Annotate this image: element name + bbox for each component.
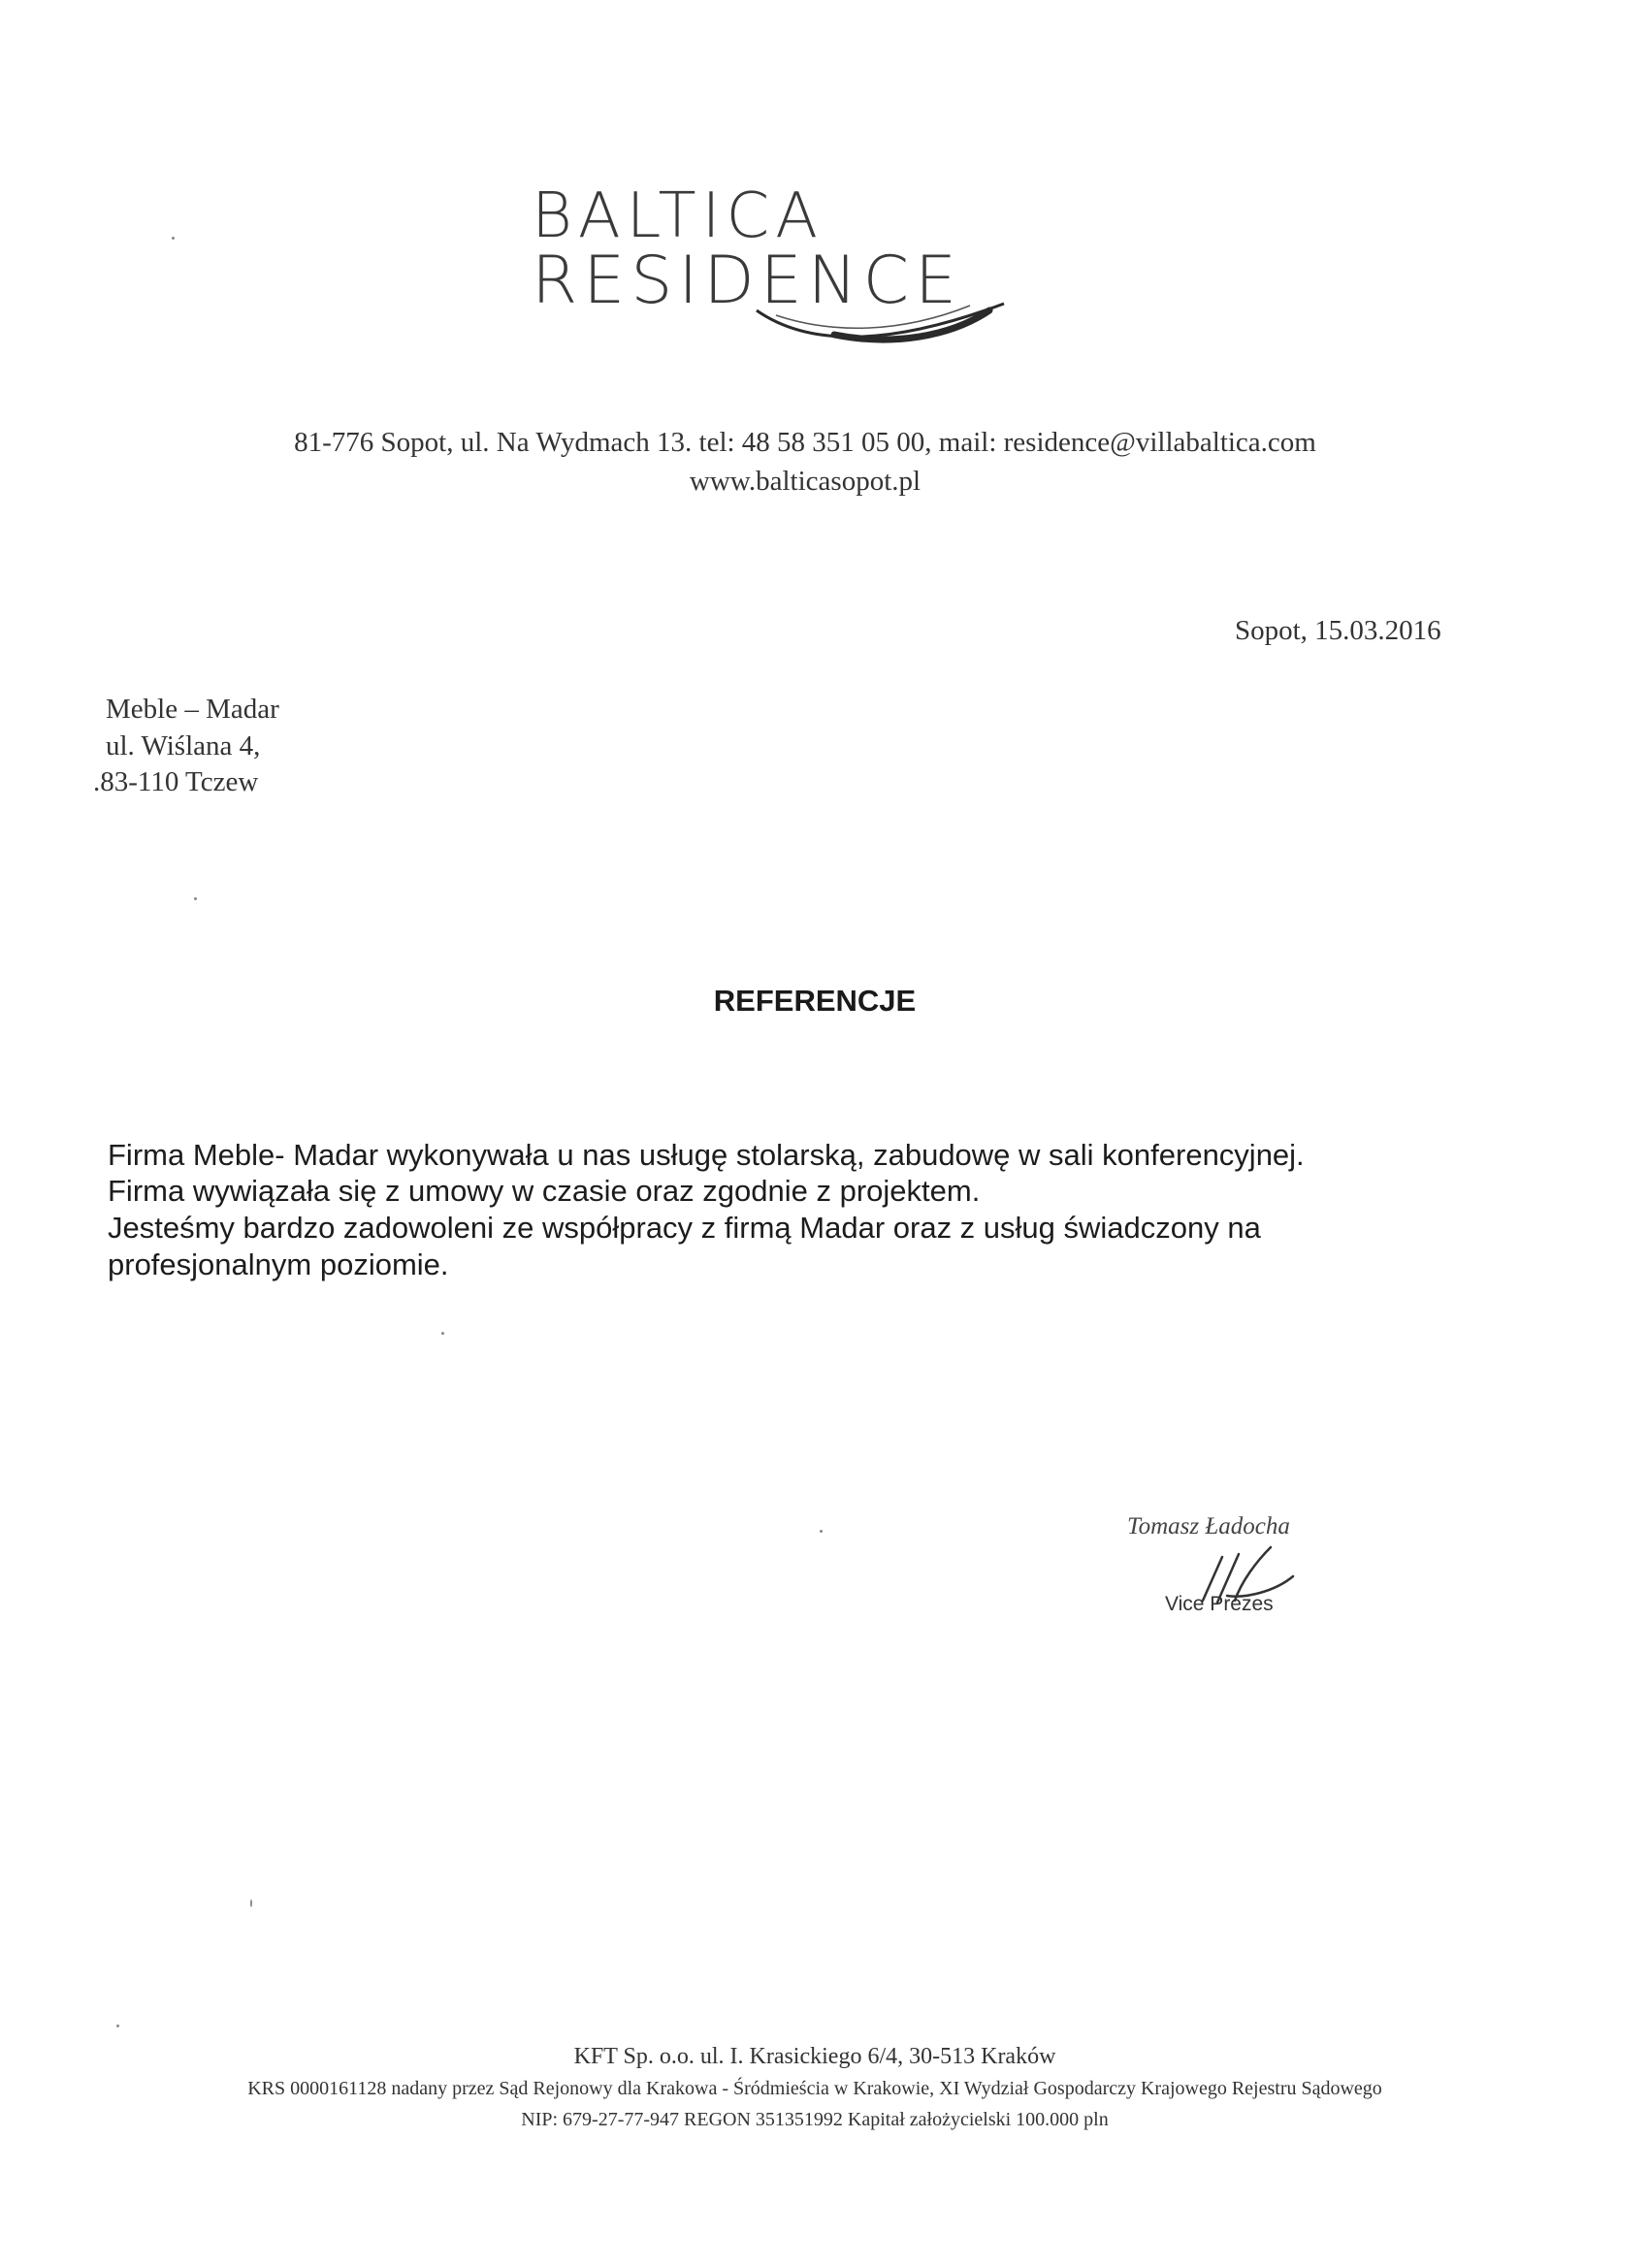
signatory-role: Vice Prezes bbox=[1165, 1593, 1274, 1615]
recipient-street: ul. Wiślana 4, bbox=[106, 730, 261, 761]
logo-line-2: RESIDENCE bbox=[532, 243, 963, 319]
footer-tax-ids: NIP: 679-27-77-947 REGON 351351992 Kapitał założycielski 100.000 pln bbox=[521, 2109, 1109, 2130]
logo-wave-icon bbox=[737, 286, 1009, 354]
body-line-1: Firma Meble- Madar wykonywała u nas usługę stolarską, zabudowę w sali konferencyjnej. bbox=[108, 1138, 1305, 1172]
scan-speck bbox=[250, 1899, 252, 1907]
body-line-2: Firma wywiązała się z umowy w czasie oraz zgodnie z projektem. bbox=[108, 1174, 981, 1208]
footer-company-address: KFT Sp. o.o. ul. I. Krasickiego 6/4, 30-513 Kraków bbox=[573, 2044, 1056, 2069]
letter-title: REFERENCJE bbox=[713, 984, 917, 1018]
recipient-city: .83-110 Tczew bbox=[93, 766, 259, 797]
scan-speck bbox=[820, 1530, 823, 1533]
footer-registry: KRS 0000161128 nadany przez Sąd Rejonowy dla Krakowa - Śródmieścia w Krakowie, XI Wydział Gospodarczy Krajowego Rejestru Sądowego bbox=[247, 2078, 1382, 2099]
scan-speck bbox=[172, 237, 175, 240]
body-line-3: Jesteśmy bardzo zadowoleni ze współpracy z firmą Madar oraz z usług świadczony na bbox=[108, 1211, 1261, 1245]
logo-line-1: BALTICA bbox=[532, 180, 824, 252]
signatory-name: Tomasz Ładocha bbox=[1127, 1513, 1290, 1539]
contact-address-line: 81-776 Sopot, ul. Na Wydmach 13. tel: 48 58 351 05 00, mail: residence@villabaltica.com bbox=[294, 427, 1316, 458]
scan-speck bbox=[194, 897, 197, 900]
contact-website: www.balticasopot.pl bbox=[689, 466, 922, 497]
body-line-4: profesjonalnym poziomie. bbox=[108, 1247, 449, 1281]
scan-speck bbox=[441, 1332, 444, 1335]
scan-speck bbox=[116, 2025, 119, 2027]
letter-date: Sopot, 15.03.2016 bbox=[1235, 615, 1441, 646]
recipient-name: Meble – Madar bbox=[106, 694, 279, 725]
